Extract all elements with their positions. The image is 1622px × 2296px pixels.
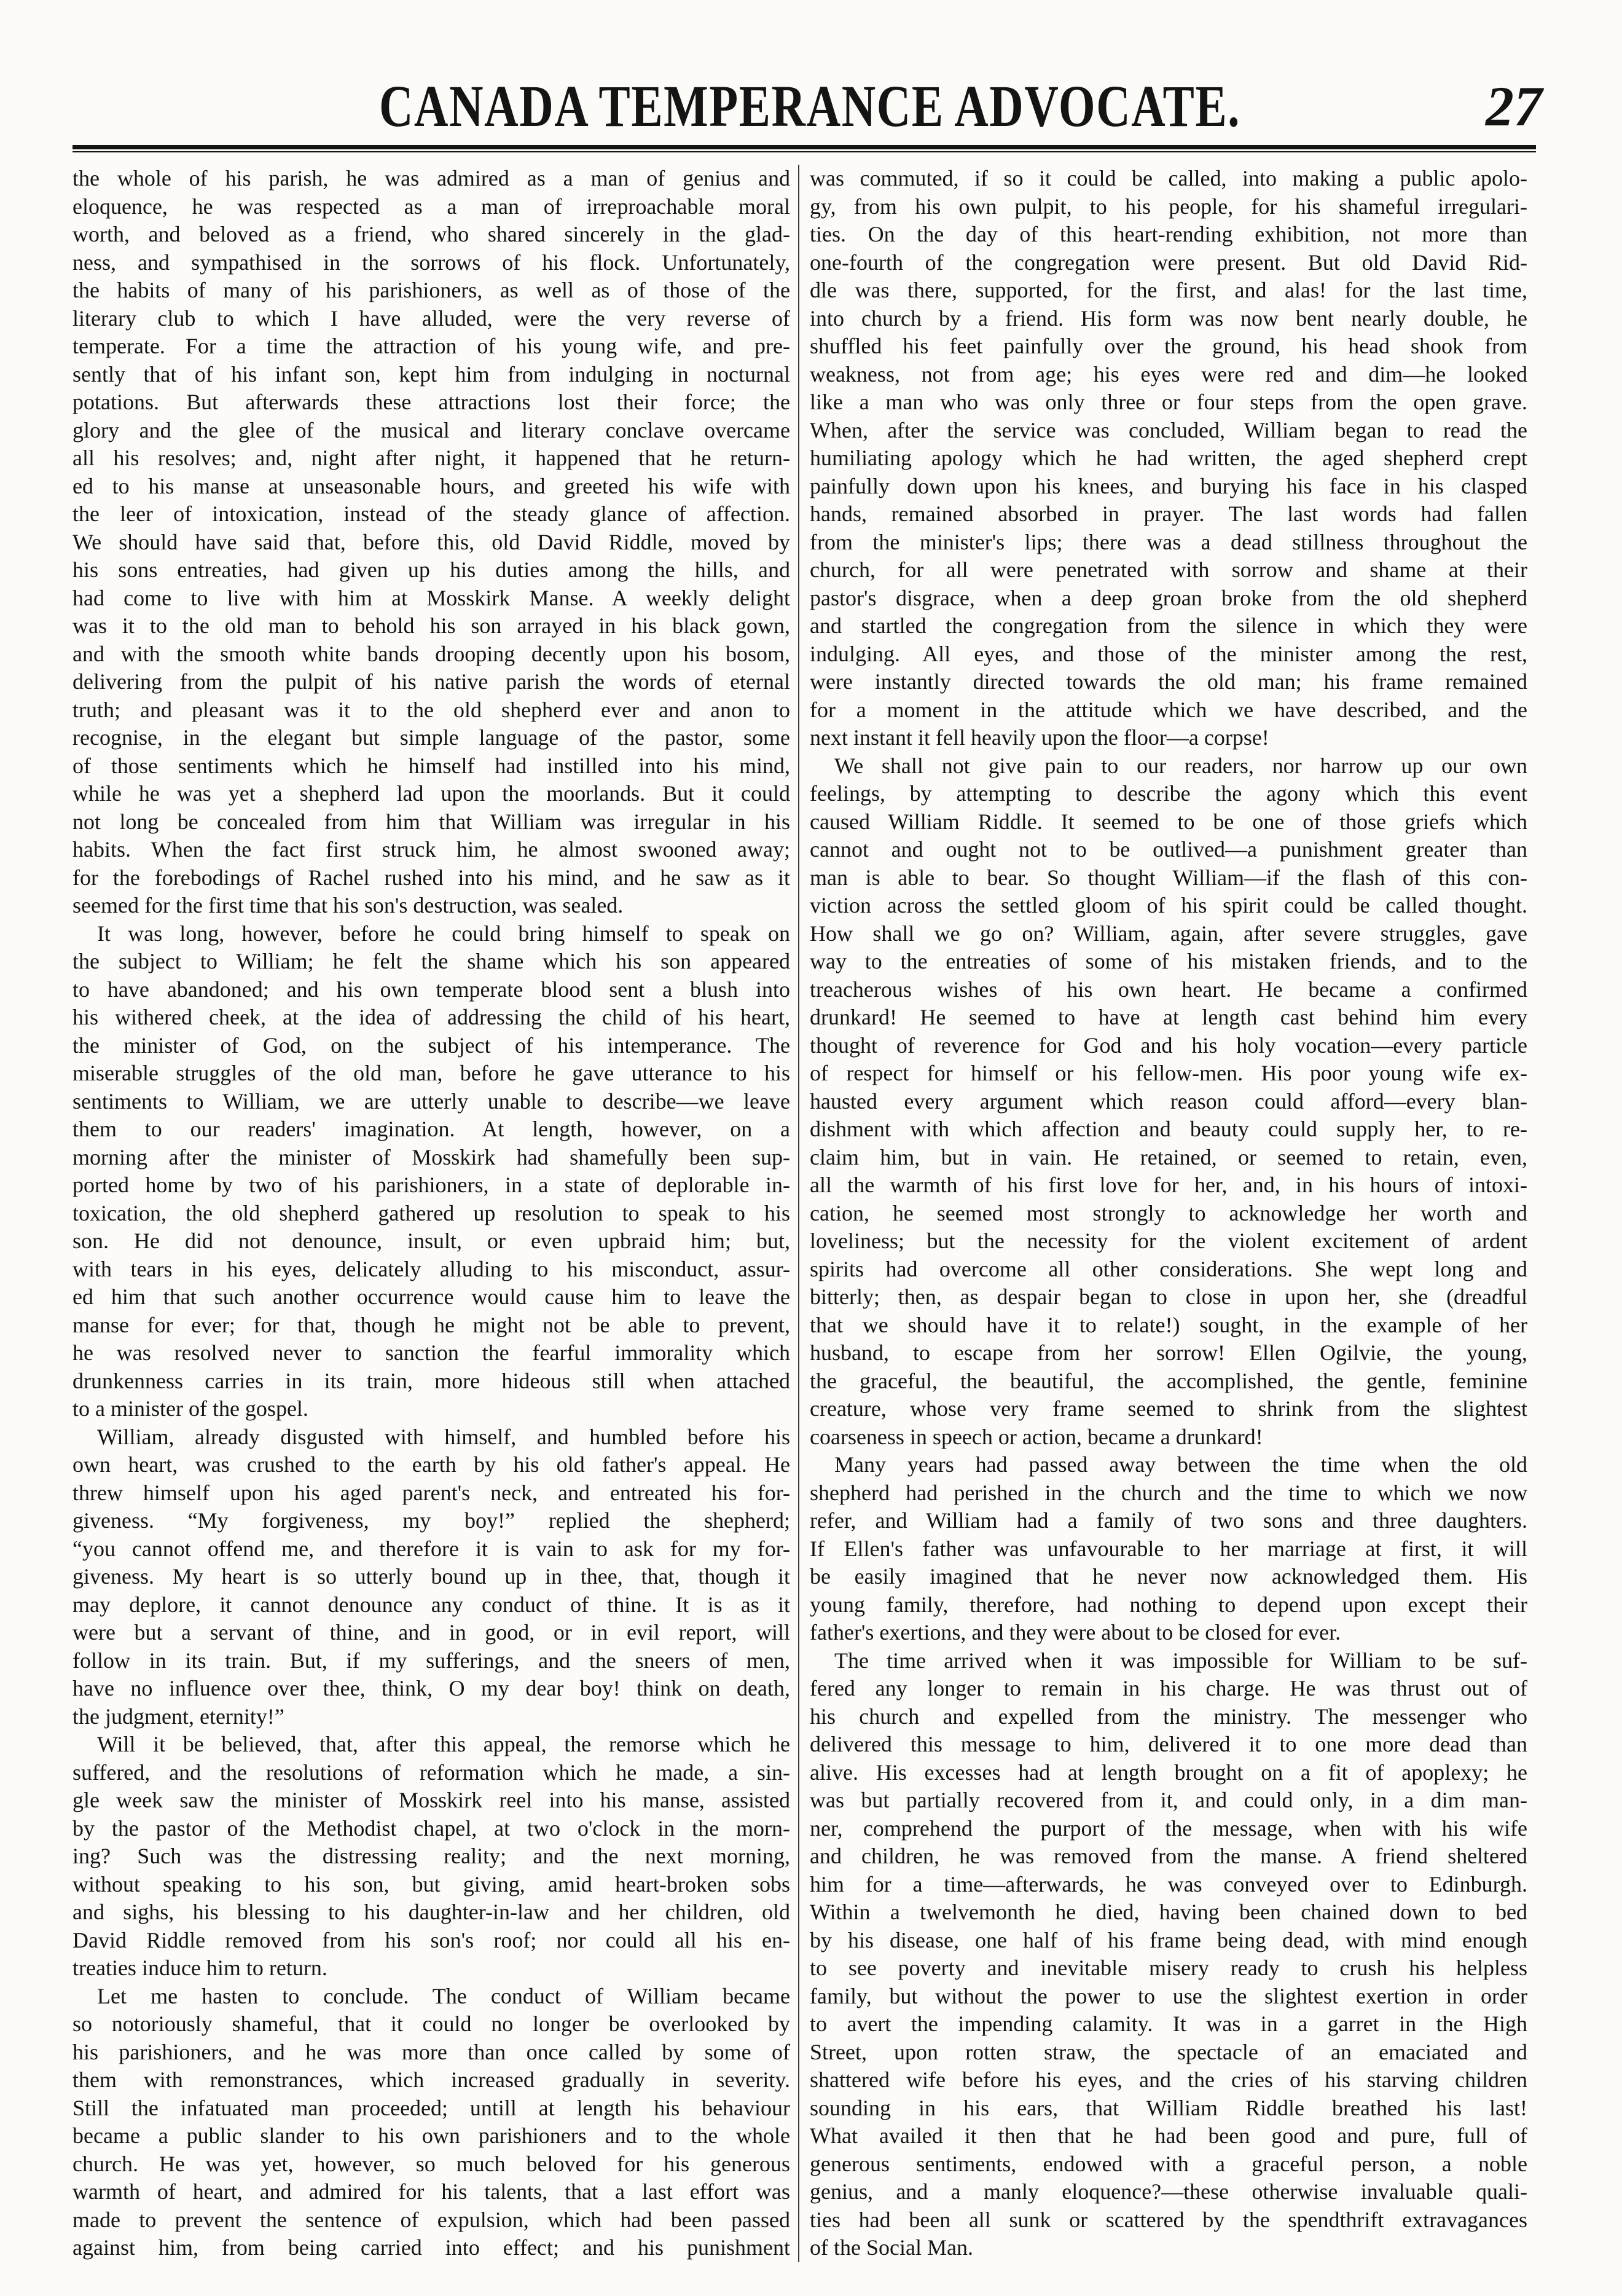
text-line: eloquence, he was respected as a man of irreproachable moral: [72, 194, 790, 219]
text-line: ing? Such was the distressing reality; and the next morning,: [72, 1844, 790, 1868]
text-line: his withered cheek, at the idea of addressing the child of his heart,: [72, 1005, 790, 1029]
text-line: from the minister's lips; there was a dead stillness throughout the: [810, 529, 1527, 554]
text-line: follow in its train. But, if my sufferings, and the sneers of men,: [72, 1648, 790, 1673]
text-line: to see poverty and inevitable misery ready to crush his helpless: [810, 1956, 1527, 1980]
text-line: How shall we go on? William, again, after severe struggles, gave: [810, 921, 1527, 946]
text-line: his church and expelled from the ministry. The messenger who: [810, 1704, 1527, 1729]
text-line: literary club to which I have alluded, were the very reverse of: [72, 305, 790, 331]
text-line: and children, he was removed from the manse. A friend sheltered: [810, 1844, 1527, 1868]
text-line: gy, from his own pulpit, to his people, for his shameful irregulari-: [810, 194, 1527, 219]
text-line: him for a time—afterwards, he was conveyed over to Edinburgh.: [810, 1871, 1527, 1897]
text-line: was it to the old man to behold his son arrayed in his black gown,: [72, 613, 790, 638]
text-line: against him, from being carried into effect; and his punishment: [72, 2235, 790, 2260]
text-line: all the warmth of his first love for her, and, in his hours of intoxi-: [810, 1173, 1527, 1197]
text-line: painfully down upon his knees, and burying his face in his clasped: [810, 473, 1527, 498]
text-line: David Riddle removed from his son's roof; nor could all his en-: [72, 1927, 790, 1952]
text-line: church, for all were penetrated with sorrow and shame at their: [810, 557, 1527, 582]
text-line: the leer of intoxication, instead of the steady glance of affection.: [72, 501, 790, 526]
text-line: son. He did not denounce, insult, or even upbraid him; but,: [72, 1229, 790, 1253]
text-line: father's exertions, and they were about to be closed for ever.: [810, 1620, 1341, 1645]
text-line: potations. But afterwards these attractions lost their force; the: [72, 390, 790, 414]
text-line: that we should have it to relate!) sought, in the example of her: [810, 1312, 1527, 1337]
text-line: Still the infatuated man proceeded; untill at length his behaviour: [72, 2095, 790, 2120]
text-line: treacherous wishes of his own heart. He became a confirmed: [810, 977, 1527, 1002]
text-line: the habits of many of his parishioners, as well as of those of the: [72, 278, 790, 302]
text-line: were instantly directed towards the old man; his frame remained: [810, 669, 1527, 694]
text-line: refer, and William had a family of two sons and three daughters.: [810, 1508, 1527, 1533]
text-line: husband, to escape from her sorrow! Ellen Ogilvie, the young,: [810, 1340, 1527, 1365]
text-line: The time arrived when it was impossible for William to be suf-: [834, 1648, 1527, 1673]
text-line: and with the smooth white bands drooping decently upon his bosom,: [72, 641, 790, 666]
paragraph: [810, 1451, 1527, 1647]
text-line: shuffled his feet painfully over the ground, his head shook from: [810, 334, 1527, 358]
text-line: sently that of his infant son, kept him from indulging in nocturnal: [72, 361, 790, 387]
text-line: own heart, was crushed to the earth by his old father's appeal. He: [72, 1452, 790, 1477]
text-line: man is able to bear. So thought William—if the flash of this con-: [810, 865, 1527, 890]
text-line: be easily imagined that he never now acknowledged them. His: [810, 1564, 1527, 1589]
text-line: one-fourth of the congregation were present. But old David Rid-: [810, 250, 1527, 275]
text-line: while he was yet a shepherd lad upon the moorlands. But it could: [72, 781, 790, 806]
text-line: What availed it then that he had been good and pure, full of: [810, 2123, 1527, 2148]
text-line: seemed for the first time that his son's destruction, was sealed.: [72, 893, 624, 918]
paragraph: [72, 1423, 790, 1731]
text-line: Street, upon rotten straw, the spectacle of an emaciated and: [810, 2039, 1527, 2064]
text-line: his parishioners, and he was more than once called by some of: [72, 2039, 790, 2064]
text-line: to a minister of the gospel.: [72, 1396, 308, 1421]
text-line: to have abandoned; and his own temperate blood sent a blush into: [72, 977, 790, 1002]
text-line: of the Social Man.: [810, 2235, 973, 2260]
text-line: spirits had overcome all other considerations. She wept long and: [810, 1256, 1527, 1281]
text-line: toxication, the old shepherd gathered up resolution to speak to his: [72, 1200, 790, 1225]
text-line: We shall not give pain to our readers, nor harrow up our own: [834, 753, 1527, 778]
text-line: humiliating apology which he had written, the aged shepherd crept: [810, 446, 1527, 470]
text-line: sentiments to William, we are utterly unable to describe—we leave: [72, 1088, 790, 1114]
text-line: way to the entreaties of some of his mistaken friends, and to the: [810, 949, 1527, 973]
text-line: to avert the impending calamity. It was in a garret in the High: [810, 2011, 1527, 2036]
text-line: treaties induce him to return.: [72, 1956, 327, 1980]
header-rule: [72, 145, 1536, 152]
text-line: creature, whose very frame seemed to shrink from the slightest: [810, 1396, 1527, 1421]
paragraph: [810, 752, 1527, 1452]
text-line: Will it be believed, that, after this appeal, the remorse which he: [97, 1732, 790, 1756]
left-column: [72, 165, 790, 2262]
text-line: the subject to William; he felt the shame which his son appeared: [72, 949, 790, 973]
text-line: truth; and pleasant was it to the old shepherd ever and anon to: [72, 697, 790, 722]
text-line: may deplore, it cannot denounce any conduct of thine. It is as it: [72, 1592, 790, 1617]
text-line: caused William Riddle. It seemed to be one of those griefs which: [810, 809, 1527, 834]
header-rule-thin: [72, 151, 1536, 152]
text-line: miserable struggles of the old man, before he gave utterance to his: [72, 1061, 790, 1085]
text-line: Let me hasten to conclude. The conduct of William became: [97, 1983, 790, 2008]
text-line: glory and the glee of the musical and literary conclave overcame: [72, 417, 790, 442]
text-line: fered any longer to remain in his charge. He was thrust out of: [810, 1676, 1527, 1700]
text-line: became a public slander to his own parishioners and to the whole: [72, 2123, 790, 2148]
text-line: cation, he seemed most strongly to acknowledge her worth and: [810, 1200, 1527, 1225]
text-line: When, after the service was concluded, William began to read the: [810, 417, 1527, 442]
text-line: all his resolves; and, night after night, it happened that he return-: [72, 446, 790, 470]
paragraph: [72, 920, 790, 1423]
text-line: for a moment in the attitude which we have described, and the: [810, 697, 1527, 722]
text-line: habits. When the fact first struck him, he almost swooned away;: [72, 837, 790, 862]
text-line: made to prevent the sentence of expulsion, which had been passed: [72, 2207, 790, 2232]
text-line: William, already disgusted with himself, and humbled before his: [97, 1424, 790, 1449]
text-line: drunkenness carries in its train, more hideous still when attached: [72, 1368, 790, 1393]
text-line: thought of reverence for God and his holy vocation—every particle: [810, 1032, 1527, 1058]
text-line: manse for ever; for that, though he might not be able to prevent,: [72, 1312, 790, 1337]
text-line: loveliness; but the necessity for the violent excitement of ardent: [810, 1229, 1527, 1253]
text-line: with tears in his eyes, delicately alluding to his misconduct, assur-: [72, 1256, 790, 1281]
text-line: generous sentiments, endowed with a graceful person, a noble: [810, 2151, 1527, 2176]
text-line: like a man who was only three or four steps from the open grave.: [810, 390, 1527, 414]
text-line: and sighs, his blessing to his daughter-in-law and her children, old: [72, 1900, 790, 1924]
text-line: shattered wife before his eyes, and the cries of his starving children: [810, 2067, 1527, 2092]
text-line: them to our readers' imagination. At length, however, on a: [72, 1117, 790, 1141]
text-line: pastor's disgrace, when a deep groan broke from the old shepherd: [810, 585, 1527, 610]
text-line: had come to live with him at Mosskirk Manse. A weekly delight: [72, 585, 790, 610]
text-line: viction across the settled gloom of his spirit could be called thought.: [810, 893, 1527, 918]
text-line: hands, remained absorbed in prayer. The last words had fallen: [810, 501, 1527, 526]
text-line: warmth of heart, and admired for his talents, that a last effort was: [72, 2179, 790, 2204]
text-line: worth, and beloved as a friend, who shared sincerely in the glad-: [72, 222, 790, 246]
text-line: recognise, in the elegant but simple language of the pastor, some: [72, 725, 790, 750]
text-line: were but a servant of thine, and in good, or in evil report, will: [72, 1620, 790, 1645]
text-line: We should have said that, before this, old David Riddle, moved by: [72, 529, 790, 554]
text-line: he was resolved never to sanction the fearful immorality which: [72, 1340, 790, 1365]
text-line: ed to his manse at unseasonable hours, and greeted his wife with: [72, 473, 790, 498]
text-line: gle week saw the minister of Mosskirk reel into his manse, assisted: [72, 1788, 790, 1812]
text-line: sounding in his ears, that William Riddle breathed his last!: [810, 2095, 1527, 2120]
text-line: and startled the congregation from the silence in which they were: [810, 613, 1527, 638]
text-line: young family, therefore, had nothing to depend upon except their: [810, 1592, 1527, 1617]
column-divider: [798, 165, 799, 2262]
text-line: indulging. All eyes, and those of the minister among the rest,: [810, 641, 1527, 666]
text-line: giveness. “My forgiveness, my boy!” replied the shepherd;: [72, 1508, 790, 1533]
text-line: shepherd had perished in the church and the time to which we now: [810, 1480, 1527, 1505]
paragraph: [72, 1983, 790, 2262]
text-line: ness, and sympathised in the sorrows of his flock. Unfortunately,: [72, 250, 790, 275]
text-line: alive. His excesses had at length brought on a fit of apoplexy; he: [810, 1759, 1527, 1785]
text-line: have no influence over thee, think, O my dear boy! think on death,: [72, 1676, 790, 1700]
paragraph: [810, 1647, 1527, 2262]
text-line: Within a twelvemonth he died, having been chained down to bed: [810, 1900, 1527, 1924]
text-line: genius, and a manly eloquence?—these otherwise invaluable quali-: [810, 2179, 1527, 2204]
text-line: Many years had passed away between the time when the old: [834, 1452, 1527, 1477]
text-line: ported home by two of his parishioners, in a state of deplorable in-: [72, 1173, 790, 1197]
text-line: feelings, by attempting to describe the agony which this event: [810, 781, 1527, 806]
text-line: delivering from the pulpit of his native parish the words of eternal: [72, 669, 790, 694]
text-line: bitterly; then, as despair began to close in upon her, she (dreadful: [810, 1284, 1527, 1309]
text-line: for the forebodings of Rachel rushed into his mind, and he saw as it: [72, 865, 790, 890]
text-line: by his disease, one half of his frame being dead, with mind enough: [810, 1927, 1527, 1952]
paragraph: [72, 1731, 790, 1983]
text-line: dle was there, supported, for the first, and alas! for the last time,: [810, 278, 1527, 302]
text-line: morning after the minister of Mosskirk had shamefully been sup-: [72, 1144, 790, 1170]
text-line: them with remonstrances, which increased gradually in severity.: [72, 2067, 790, 2092]
text-line: claim him, but in vain. He retained, or seemed to retain, even,: [810, 1144, 1527, 1170]
text-line: into church by a friend. His form was now bent nearly double, he: [810, 305, 1527, 331]
text-line: delivered this message to him, delivered it to one more dead than: [810, 1732, 1527, 1756]
text-line: giveness. My heart is so utterly bound up in thee, that, though it: [72, 1564, 790, 1589]
right-column: [810, 165, 1527, 2262]
text-line: the minister of God, on the subject of his intemperance. The: [72, 1032, 790, 1058]
publication-title: CANADA TEMPERANCE ADVOCATE.: [378, 73, 1241, 139]
text-line: “you cannot offend me, and therefore it is vain to ask for my for-: [72, 1536, 790, 1561]
text-line: If Ellen's father was unfavourable to her marriage at first, it will: [810, 1536, 1527, 1561]
text-line: was but partially recovered from it, and could only, in a dim man-: [810, 1788, 1527, 1812]
text-line: the judgment, eternity!”: [72, 1704, 284, 1729]
page-number: 27: [1486, 75, 1542, 138]
text-line: the graceful, the beautiful, the accomplished, the gentle, feminine: [810, 1368, 1527, 1393]
text-line: the whole of his parish, he was admired as a man of genius and: [72, 166, 790, 191]
text-line: dishment with which affection and beauty could supply her, to re-: [810, 1117, 1527, 1141]
text-line: not long be concealed from him that William was irregular in his: [72, 809, 790, 834]
text-line: threw himself upon his aged parent's neck, and entreated his for-: [72, 1480, 790, 1505]
text-line: was commuted, if so it could be called, into making a public apolo-: [810, 166, 1527, 191]
text-line: coarseness in speech or action, became a drunkard!: [810, 1424, 1263, 1449]
text-line: ed him that such another occurrence would cause him to leave the: [72, 1284, 790, 1309]
paragraph: [72, 165, 790, 920]
text-line: temperate. For a time the attraction of his young wife, and pre-: [72, 334, 790, 358]
text-line: ner, comprehend the purport of the message, when with his wife: [810, 1815, 1527, 1841]
text-line: by the pastor of the Methodist chapel, at two o'clock in the morn-: [72, 1815, 790, 1841]
text-line: so notoriously shameful, that it could no longer be overlooked by: [72, 2011, 790, 2036]
text-line: ties had been all sunk or scattered by the spendthrift extravagances: [810, 2207, 1527, 2232]
text-line: family, but without the power to use the slightest exertion in order: [810, 1983, 1527, 2008]
text-line: without speaking to his son, but giving, amid heart-broken sobs: [72, 1871, 790, 1897]
text-line: suffered, and the resolutions of reformation which he made, a sin-: [72, 1759, 790, 1785]
text-line: ties. On the day of this heart-rending exhibition, not more than: [810, 222, 1527, 246]
text-line: of respect for himself or his fellow-men. His poor young wife ex-: [810, 1061, 1527, 1085]
text-line: of those sentiments which he himself had instilled into his mind,: [72, 753, 790, 778]
text-line: It was long, however, before he could bring himself to speak on: [97, 921, 790, 946]
text-line: cannot and ought not to be outlived—a punishment greater than: [810, 837, 1527, 862]
paragraph: [810, 165, 1527, 752]
text-line: hausted every argument which reason could afford—every blan-: [810, 1088, 1527, 1114]
text-line: drunkard! He seemed to have at length cast behind him every: [810, 1005, 1527, 1029]
text-line: weakness, not from age; his eyes were red and dim—he looked: [810, 361, 1527, 387]
text-line: his sons entreaties, had given up his duties among the hills, and: [72, 557, 790, 582]
text-line: church. He was yet, however, so much beloved for his generous: [72, 2151, 790, 2176]
header-rule-thick: [72, 145, 1536, 149]
text-line: next instant it fell heavily upon the floor—a corpse!: [810, 725, 1269, 750]
